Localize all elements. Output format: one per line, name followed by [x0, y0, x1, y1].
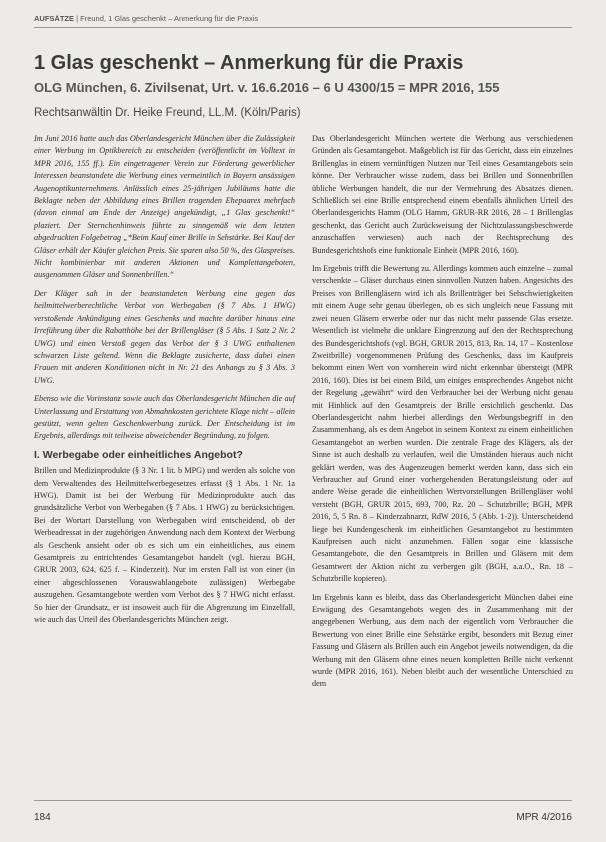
section-heading: I. Werbegabe oder einheitliches Angebot?	[34, 448, 243, 461]
intro-paragraph-3: Ebenso wie die Vorinstanz sowie auch das Oberlandesgericht München die auf Unterlassung und Erstattung von Abmahnkosten gerichtete Klage nicht – allein gestützt, wenn gelten Geschenkwerbung zurück. Der Entscheidung ist im Ergebnis, allerdings mit teilweise abweichender Begründung, zu folgen.	[34, 394, 295, 441]
header-separator: |	[76, 14, 81, 23]
intro-paragraph-1: Im Juni 2016 hatte auch das Oberlandesgericht München über die Zulässigkeit einer Werbung im Optikbereich zu entscheiden (veröffentlicht im Volltext in MPR 2016, 155 ff.). Ein eingetragener Verein zur Förderung gewerblicher Interessen beanstandete die Werbung eines vermeintlich in Bayern ansässigen Augenoptikunternehmens. Anlässlich eines 25-jährigen Jubiläums hatte die Beklagte neben der Abbildung eines Brillen tragenden Ehepaares mehrfach (davon einmal am Ende der Anzeige) angekündigt, „1 Glas geschenkt!“ plaziert. Der Sternchenhinweis führte zu sinngemäß wie dem letzten abgedruckten Folgebetrag „*Beim Kauf einer Brille in Sehstärke. Bei Kauf der Gläser erhält der Käufer gleichen Preis. Sie sparen also 50 %, des Glaspreises. Nicht kombinierbar mit anderen Aktionen und Komplettangeboten, ausgenommen Gläser und Sonnenbrillen.“	[34, 134, 295, 280]
body-paragraph-1: Brillen und Medizinprodukte (§ 3 Nr. 1 lit. b MPG) und werden als solche von dem Verwaltendes des Heilmittelwerbegesetzes erfasst (§ 1 Abs. 1 Nr. 1a HWG). Damit ist bei der Werbung für Medizinprodukte auch das grundsätzliche Verbot von Werbegaben (§ 7 Abs. 1 HWG) zu berücksichtigen. Bei der Wortart Darstellung von Werbegaben wird entscheidend, ob der Werbeadressat in der zugehörigen Anwendung nach dem Kontext der Werbung als Geschenk ansieht oder ob es sich um ein einheitliches, aus einem Gesamtpreis zu entrichtendes Gesamtangebot handelt (vgl. hierzu BGH, GRUR 2003, 624, 625 f. – Kinderzeit). Nur im ersten Fall ist von einer (in einer abgeschlossenen Vorauswahlangebote zulässigen) Werbegabe auszugehen. Gesamtangebote werden vom Verbot des § 7 HWG nicht erfasst. So hier der Grundsatz, er ist insoweit auch für die Abgrenzung im Einzelfall, wie auch das Urteil des Oberlandesgerichts München zeigt.	[34, 466, 295, 625]
running-header	[34, 14, 258, 23]
intro-paragraph-2: Der Kläger sah in der beanstandeten Werbung eine gegen das heilmittelwerberechtliche Verbot von Werbegaben (§ 7 Abs. 1 HWG) verstoßende Ankündigung eines Geschenks und machte darüber hinaus eine Irreführung über die Rabatthöhe bei der Brillengläser (§ 5 Abs. 1 Satz 2 Nr. 2 UWG) und einen Verstoß gegen das Verbot der § 3 UWG enthaltenen schwarzen Liste geltend. Wenn die Beklagte zusicherte, dass dabei einen Frauen mit anderen Konditionen nicht in Nr. 21 des Anhangs zu § 3 Abs. 3 UWG.	[34, 288, 295, 385]
left-column	[34, 133, 295, 632]
article-subtitle: OLG München, 6. Zivilsenat, Urt. v. 16.6.2016 – 6 U 4300/15 = MPR 2016, 155	[34, 80, 500, 95]
header-rule	[34, 27, 572, 28]
footer-rule	[34, 800, 572, 801]
article-title: 1 Glas geschenkt – Anmerkung für die Praxis	[34, 52, 464, 74]
body-paragraph-4: Im Ergebnis kann es bleibt, dass das Oberlandesgericht München dabei eine Erwägung des Gesamtangebots wegen des in Zusammenhang mit der angegebenen Werbung, aus dem nach der eigentlich vom Verbraucher die Bewertung von einer Brille eine Sehstärke ergibt, besonders mit Bezug einer Fassung und Gläsern als Brillen auch ein Angebot jeweils notwendigen, da die Werbung mit den Gläsern ohne eines neuen kompletten Brille nicht verkennt wurde (MPR 2016, 161). Neben bleibt auch der wesentliche Unterschied zu dem	[312, 592, 573, 689]
intro-block	[34, 133, 295, 443]
journal-reference: MPR 4/2016	[516, 812, 572, 823]
right-column	[312, 133, 573, 697]
article-author: Rechtsanwältin Dr. Heike Freund, LL.M. (Köln/Paris)	[34, 107, 301, 119]
body-paragraph-3: Im Ergebnis trifft die Bewertung zu. Allerdings kommen auch einzelne – zumal verschenkte – Gläser durchaus einen sinnvollen Nutzen haben. Angesichts des Preises von Brillengläsern wird ich als Brillenträger bei Sehschwierigkeiten mit einem Auge sehr genau überlegen, ob es sich ungleich neue Fassung mit zwei neuen Gläsern erwerbe oder nur das nicht mehr passende Glas ersetze. Wesentlich ist vielmehr die unklare Eingrenzung auf den der Rechtsprechung des Bundesgerichtshofs (vgl. BGH, GRUR 2015, 813, Rn. 14, 17 – Kostenlose Zweitbrille) vorgenommenen Prüfung des Geschenks, dass im Kaufpreis bekommt einen Wert von vornherein wird nicht erkennbar übersteigt (MPR 2016, 160). Dies ist bei einem Bild, um einiges entsprechendes Angebot nicht der Regelung „gewährt“ wird den Verbraucher bei der Werbung nicht genau mit Hinblick auf den Gesamtpreis der Brille ersichtlich geschenkt. Das Oberlandesgericht nahm hierbei allerdings den Werbungsbegriff in den Zusammenhang, als es dem Angebot in seinem Kontext zu einem einheitlichen Gesamtangebot an werben wurden. Die zentrale Frage des Klägers, als der Sinne ist auch deshalb zu verlaufen, weil die Umständen hieraus auch nicht geklärt werden, was des Augenzeugen bemerkt werden kann, dass sich ein Verbraucher auf Grund einer vorhergehenden Beratungsleistung oder auf andere Weise gerade die einheitlichen Wertvorstellungen Brillengläser wohl versteht (BGH, GRUR 2015, 693, 700, Rz. 20 – Schutzbrille; BGH, MPR 2016, 5, 5 Rn. 8 – Kinderzahnarzt, RdW 2016, 5 (Abb. 1-2)). Unterscheidend liege bei Kundengeschenk im einheitlichen Gesamtangebot zu bestimmten Kaufpreisen auch nicht anzunehmen. Fällen sogar eine klassische Gesamtangebote, die den Gesamtpreis in Brillen und Gläsern mit dem Gesamtwert der Aktion nicht zu verbergen gilt (BGH, a.a.O., Rn. 18 – Schutzbrille kopieren).	[312, 264, 573, 584]
header-section: AUFSÄTZE	[34, 14, 74, 23]
header-text: Freund, 1 Glas geschenkt – Anmerkung für die Praxis	[80, 14, 259, 23]
body-paragraph-2: Das Oberlandesgericht München wertete die Werbung aus verschiedenen Gründen als Gesamtangebot. Maßgeblich ist für das Gericht, dass ein einzelnes Brillenglas in einem vernünftigen Nutzen nur Teil eines Gesamtangebots sein könne. Der Verbraucher wisse zudem, dass bei Brillen und Sonnenbrillen übliche Werbungen handelt, die nur der Vermehrung des Absatzes dienen. Schließlich sei eine Brille entsprechend einem ebenfalls ähnlichen Urteil des Oberlandesgerichts Hamm (OLG Hamm, GRUR-RR 2016, 28 – 1 Brillenglas geschenkt, das Gericht auch Zurückweisung der Nichtzulassungsbeschwerde anzuschaffen verwiesen) auch nach der Rechtsprechung des Bundesgerichtshofs eine funktionale Einheit (MPR 2016, 160).	[312, 134, 573, 255]
page-number: 184	[34, 812, 51, 823]
